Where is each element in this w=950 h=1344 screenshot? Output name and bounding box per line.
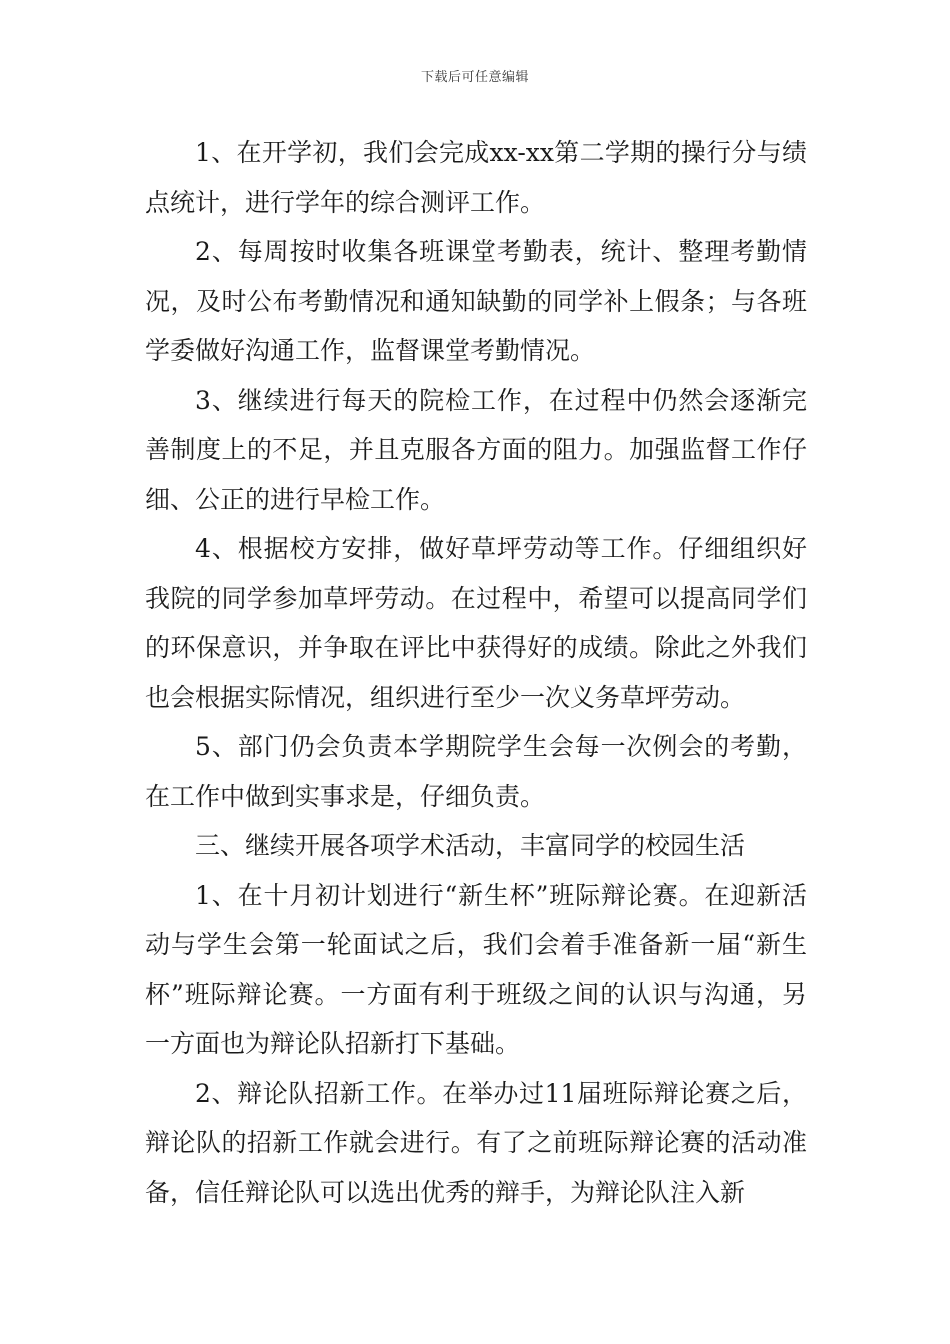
paragraph-item-5: 5、部门仍会负责本学期院学生会每一次例会的考勤，在工作中做到实事求是，仔细负责。 [145,732,807,811]
document-body [145,128,807,1217]
paragraph-item-3: 3、继续进行每天的院检工作，在过程中仍然会逐渐完善制度上的不足，并且克服各方面的阻力。加强监督工作仔细、公正的进行早检工作。 [145,385,807,514]
header-note: 下载后可任意编辑 [420,70,529,85]
paragraph-item-2: 2、每周按时收集各班课堂考勤表，统计、整理考勤情况，及时公布考勤情况和通知缺勤的同学补上假条；与各班学委做好沟通工作，监督课堂考勤情况。 [145,237,807,365]
paragraph-item-4: 4、根据校方安排，做好草坪劳动等工作。仔细组织好我院的同学参加草坪劳动。在过程中，希望可以提高同学们的环保意识，并争取在评比中获得好的成绩。除此之外我们也会根据实际情况，组织进行至少一次义务草坪劳动。 [145,534,807,712]
paragraph-debate-2: 2、辩论队招新工作。在举办过11届班际辩论赛之后，辩论队的招新工作就会进行。有了之前班际辩论赛的活动准备，信任辩论队可以选出优秀的辩手，为辩论队注入新 [145,1078,807,1207]
paragraph-item-1: 1、在开学初，我们会完成xx-xx第二学期的操行分与绩点统计，进行学年的综合测评工作。 [145,138,807,217]
paragraph-debate-1: 1、在十月初计划进行“新生杯”班际辩论赛。在迎新活动与学生会第一轮面试之后，我们会着手准备新一届“新生杯”班际辩论赛。一方面有利于班级之间的认识与沟通，另一方面也为辩论队招新打下基础。 [145,880,807,1058]
section-heading: 三、继续开展各项学术活动，丰富同学的校园生活 [195,831,746,860]
